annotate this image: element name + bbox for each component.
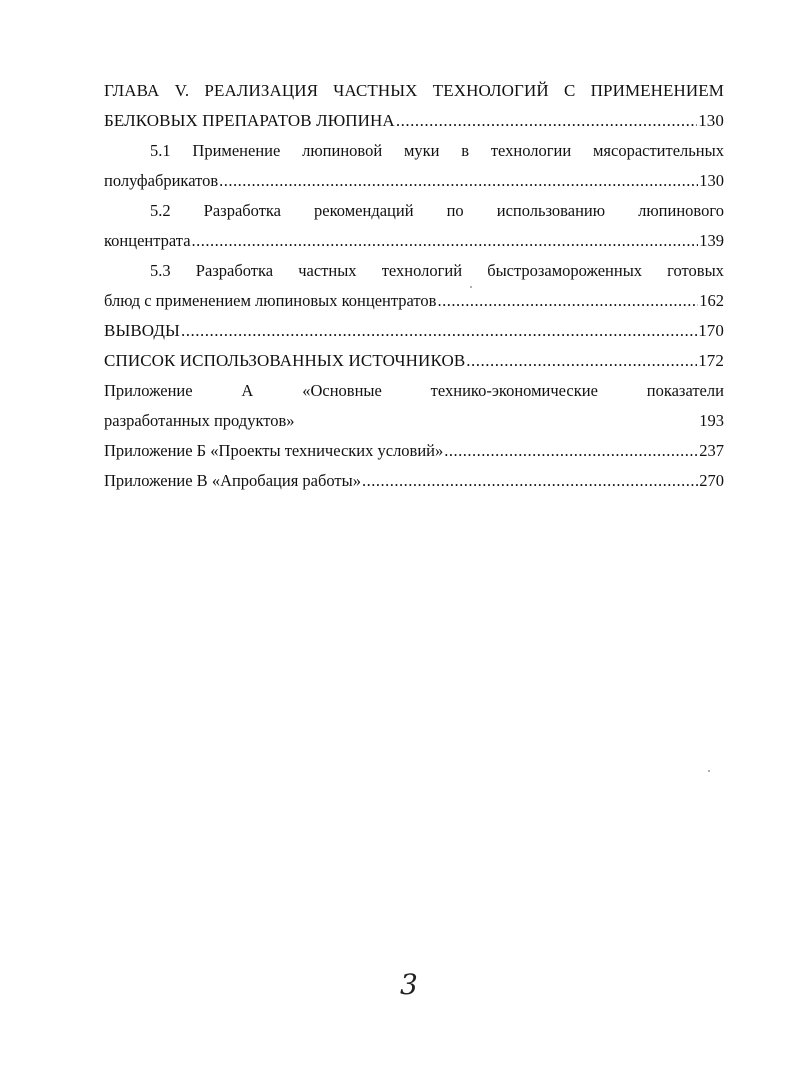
word: «Основные — [302, 381, 382, 400]
toc-page-number: 162 — [699, 291, 724, 310]
leader-dots — [437, 286, 698, 316]
toc-entry-label: СПИСОК ИСПОЛЬЗОВАННЫХ ИСТОЧНИКОВ — [104, 351, 466, 370]
justified-words — [104, 76, 724, 106]
word: ЧАСТНЫХ — [333, 81, 418, 100]
leader-dots — [466, 346, 697, 376]
word: ГЛАВА — [104, 81, 160, 100]
word: быстрозамороженных — [487, 261, 643, 280]
word: технико-экономические — [430, 381, 598, 400]
toc-entry-chapter5-line1 — [104, 76, 724, 106]
word: технологий — [381, 261, 463, 280]
word: готовых — [667, 261, 724, 280]
scan-speck — [470, 286, 472, 288]
toc-entry-appendix-a-line1 — [104, 376, 724, 406]
toc-entry-appendix-a-line2 — [104, 406, 724, 436]
toc-entry-label: полуфабрикатов — [104, 171, 219, 190]
word: технологии — [490, 141, 572, 160]
leader-dots — [181, 316, 697, 346]
justified-words — [104, 376, 724, 406]
toc-page-number: 170 — [698, 321, 724, 340]
word: Применение — [192, 141, 281, 160]
toc-entry-appendix-b — [104, 436, 724, 466]
word: А — [241, 381, 254, 400]
leader-dots — [219, 166, 698, 196]
toc-page-number: 172 — [698, 351, 724, 370]
toc-entry-label: концентрата — [104, 231, 191, 250]
word: РЕАЛИЗАЦИЯ — [204, 81, 319, 100]
toc-page-number: 139 — [699, 231, 724, 250]
word: частных — [298, 261, 357, 280]
toc-entry-references — [104, 346, 724, 376]
word: Разработка — [195, 261, 274, 280]
toc-entry-label: блюд с применением люпиновых концентратов — [104, 291, 437, 310]
toc-entry-label: ВЫВОДЫ — [104, 321, 180, 340]
scan-speck — [708, 770, 710, 772]
word: ПРИМЕНЕНИЕМ — [590, 81, 724, 100]
leader-dots — [192, 226, 699, 256]
word: V. — [174, 81, 190, 100]
word: 5.3 — [150, 261, 171, 280]
toc-entry-5-2-line2 — [104, 226, 724, 256]
toc-entry-label: БЕЛКОВЫХ ПРЕПАРАТОВ ЛЮПИНА — [104, 111, 395, 130]
word: по — [446, 201, 464, 220]
toc-entry-conclusions — [104, 316, 724, 346]
word: муки — [403, 141, 440, 160]
word: люпиновой — [302, 141, 383, 160]
toc-entry-chapter5-line2 — [104, 106, 724, 136]
word: ТЕХНОЛОГИЙ — [432, 81, 549, 100]
toc-entry-label: Приложение Б «Проекты технических условий» — [104, 441, 444, 460]
word: показатели — [646, 381, 724, 400]
word: 5.2 — [150, 201, 171, 220]
toc-entry-5-3-line1 — [104, 256, 724, 286]
justified-words — [150, 256, 724, 286]
leader-dots — [444, 436, 698, 466]
toc-entry-label: Приложение В «Апробация работы» — [104, 471, 361, 490]
word: мясорастительных — [592, 141, 724, 160]
word: люпинового — [638, 201, 724, 220]
table-of-contents — [104, 76, 724, 496]
justified-words — [150, 196, 724, 226]
toc-entry-5-1-line1 — [104, 136, 724, 166]
justified-words — [150, 136, 724, 166]
toc-entry-5-1-line2 — [104, 166, 724, 196]
leader-dots — [396, 106, 697, 136]
toc-page-number: 130 — [699, 171, 724, 190]
toc-entry-5-2-line1 — [104, 196, 724, 226]
word: Разработка — [203, 201, 281, 220]
word: 5.1 — [150, 141, 171, 160]
toc-entry-5-3-line2 — [104, 286, 724, 316]
handwritten-page-number: 3 — [400, 968, 418, 1001]
word: в — [461, 141, 470, 160]
leader-dots — [362, 466, 698, 496]
toc-page-number: 270 — [699, 471, 724, 490]
toc-page-number: 193 — [699, 411, 724, 430]
word: Приложение — [104, 381, 193, 400]
toc-entry-label: разработанных продуктов» — [104, 411, 295, 430]
toc-page-number: 130 — [698, 111, 724, 130]
word: использованию — [496, 201, 606, 220]
toc-entry-appendix-c — [104, 466, 724, 496]
toc-page-number: 237 — [699, 441, 724, 460]
word: С — [563, 81, 576, 100]
word: рекомендаций — [314, 201, 414, 220]
